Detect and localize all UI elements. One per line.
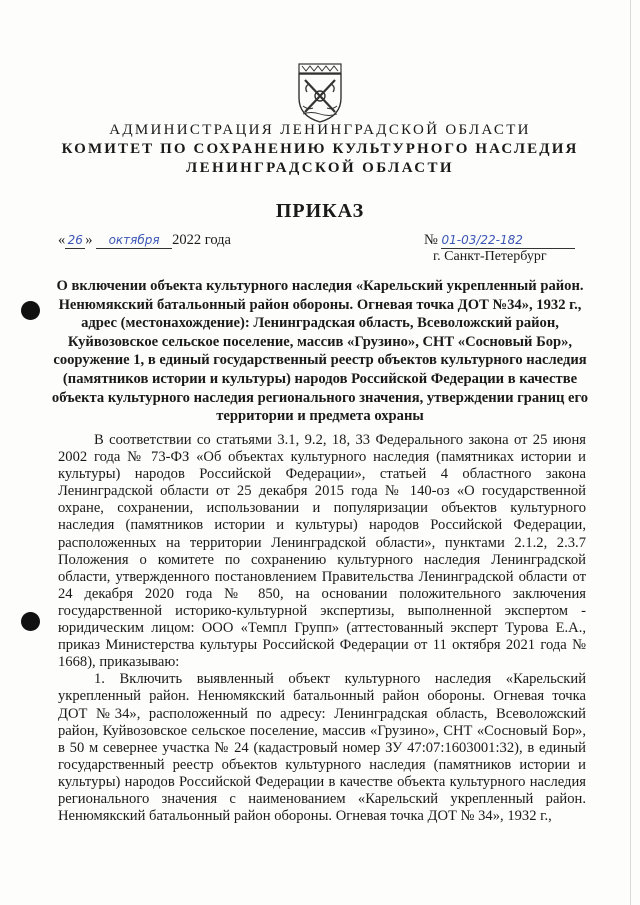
organization-name-line-3: ЛЕНИНГРАДСКОЙ ОБЛАСТИ bbox=[186, 160, 454, 176]
order-heading: О включении объекта культурного наследия «Карельский укрепленный район. Ненюмякский батальонный район обороны. Огневая точка ДОТ №34», 1932 г., адрес (местонахождение): Ленинградская область, Всеволожский район, Куйвозовское сельское поселение, массив «Грузино», СНТ «Сосновый Бор», сооружение 1, в единый государственный реестр объектов культурного наследия (памятников истории и культуры) народов Российской Федерации в качестве объекта культурного наследия регионального значения, утверждении границ его территории и предмета охраны bbox=[51, 278, 589, 425]
organization-name-line-2: КОМИТЕТ ПО СОХРАНЕНИЮ КУЛЬТУРНОГО НАСЛЕДИЯ bbox=[61, 141, 579, 157]
date-quote-close: » bbox=[85, 232, 93, 248]
date-day-handwritten: 26 bbox=[65, 233, 85, 249]
number-sign: № bbox=[424, 232, 438, 248]
date-month-handwritten: октября bbox=[96, 233, 172, 249]
document-city: г. Санкт-Петербург bbox=[433, 249, 547, 264]
date-quote-open: « bbox=[58, 232, 66, 248]
date-year: 2022 года bbox=[172, 232, 231, 248]
organization-name-line-1: АДМИНИСТРАЦИЯ ЛЕНИНГРАДСКОЙ ОБЛАСТИ bbox=[109, 122, 531, 138]
body-paragraph-item-1: 1. Включить выявленный объект культурного наследия «Карельский укрепленный район. Ненюмякский батальонный район обороны. Огневая точка ДОТ №34», расположенный по адресу: Ленинградская область, Всеволожский район, Куйвозовское сельское поселение, массив «Грузино», СНТ «Сосновый Бор», в 50 м севернее участка № 24 (кадастровый номер ЗУ 47:07:1603001:32), в единый государственный реестр объектов культурного наследия (памятников истории и культуры) народов Российской Федерации в качестве объекта культурного наследия регионального значения с наименованием «Карельский укрепленный район. Ненюмякский батальонный район обороны. Огневая точка ДОТ № 34», 1932 г., bbox=[58, 671, 586, 825]
order-body bbox=[58, 432, 586, 825]
document-number-handwritten: 01-03/22-182 bbox=[441, 233, 575, 249]
punch-hole-icon bbox=[21, 301, 40, 320]
body-paragraph-preamble: В соответствии со статьями 3.1, 9.2, 18, 33 Федерального закона от 25 июня 2002 года № 73-ФЗ «Об объектах культурного наследия (памятниках истории и культуры) народов Российской Федерации», статьей 4 областного закона Ленинградской области от 25 декабря 2015 года № 140-оз «О государственной охране, сохранении, использовании и популяризации объектов культурного наследия (памятников истории и культуры) народов Российской Федерации, расположенных на территории Ленинградской области», пунктами 2.1.2, 2.3.7 Положения о комитете по сохранению культурного наследия Ленинградской области, утвержденного постановлением Правительства Ленинградской области от 24 декабря 2020 года № 850, на основании положительного заключения государственной историко-культурной экспертизы, выполненной экспертом - юридическим лицом: ООО «Темпл Групп» (аттестованный эксперт Турова Е.А., приказ Министерства культуры Российской Федерации от 11 октября 2021 года № 1668), приказываю: bbox=[58, 432, 586, 671]
document-date bbox=[58, 232, 231, 249]
coat-of-arms-icon bbox=[293, 62, 347, 124]
document-number bbox=[424, 232, 575, 249]
punch-hole-icon bbox=[21, 612, 40, 631]
document-type-title: ПРИКАЗ bbox=[275, 200, 365, 222]
